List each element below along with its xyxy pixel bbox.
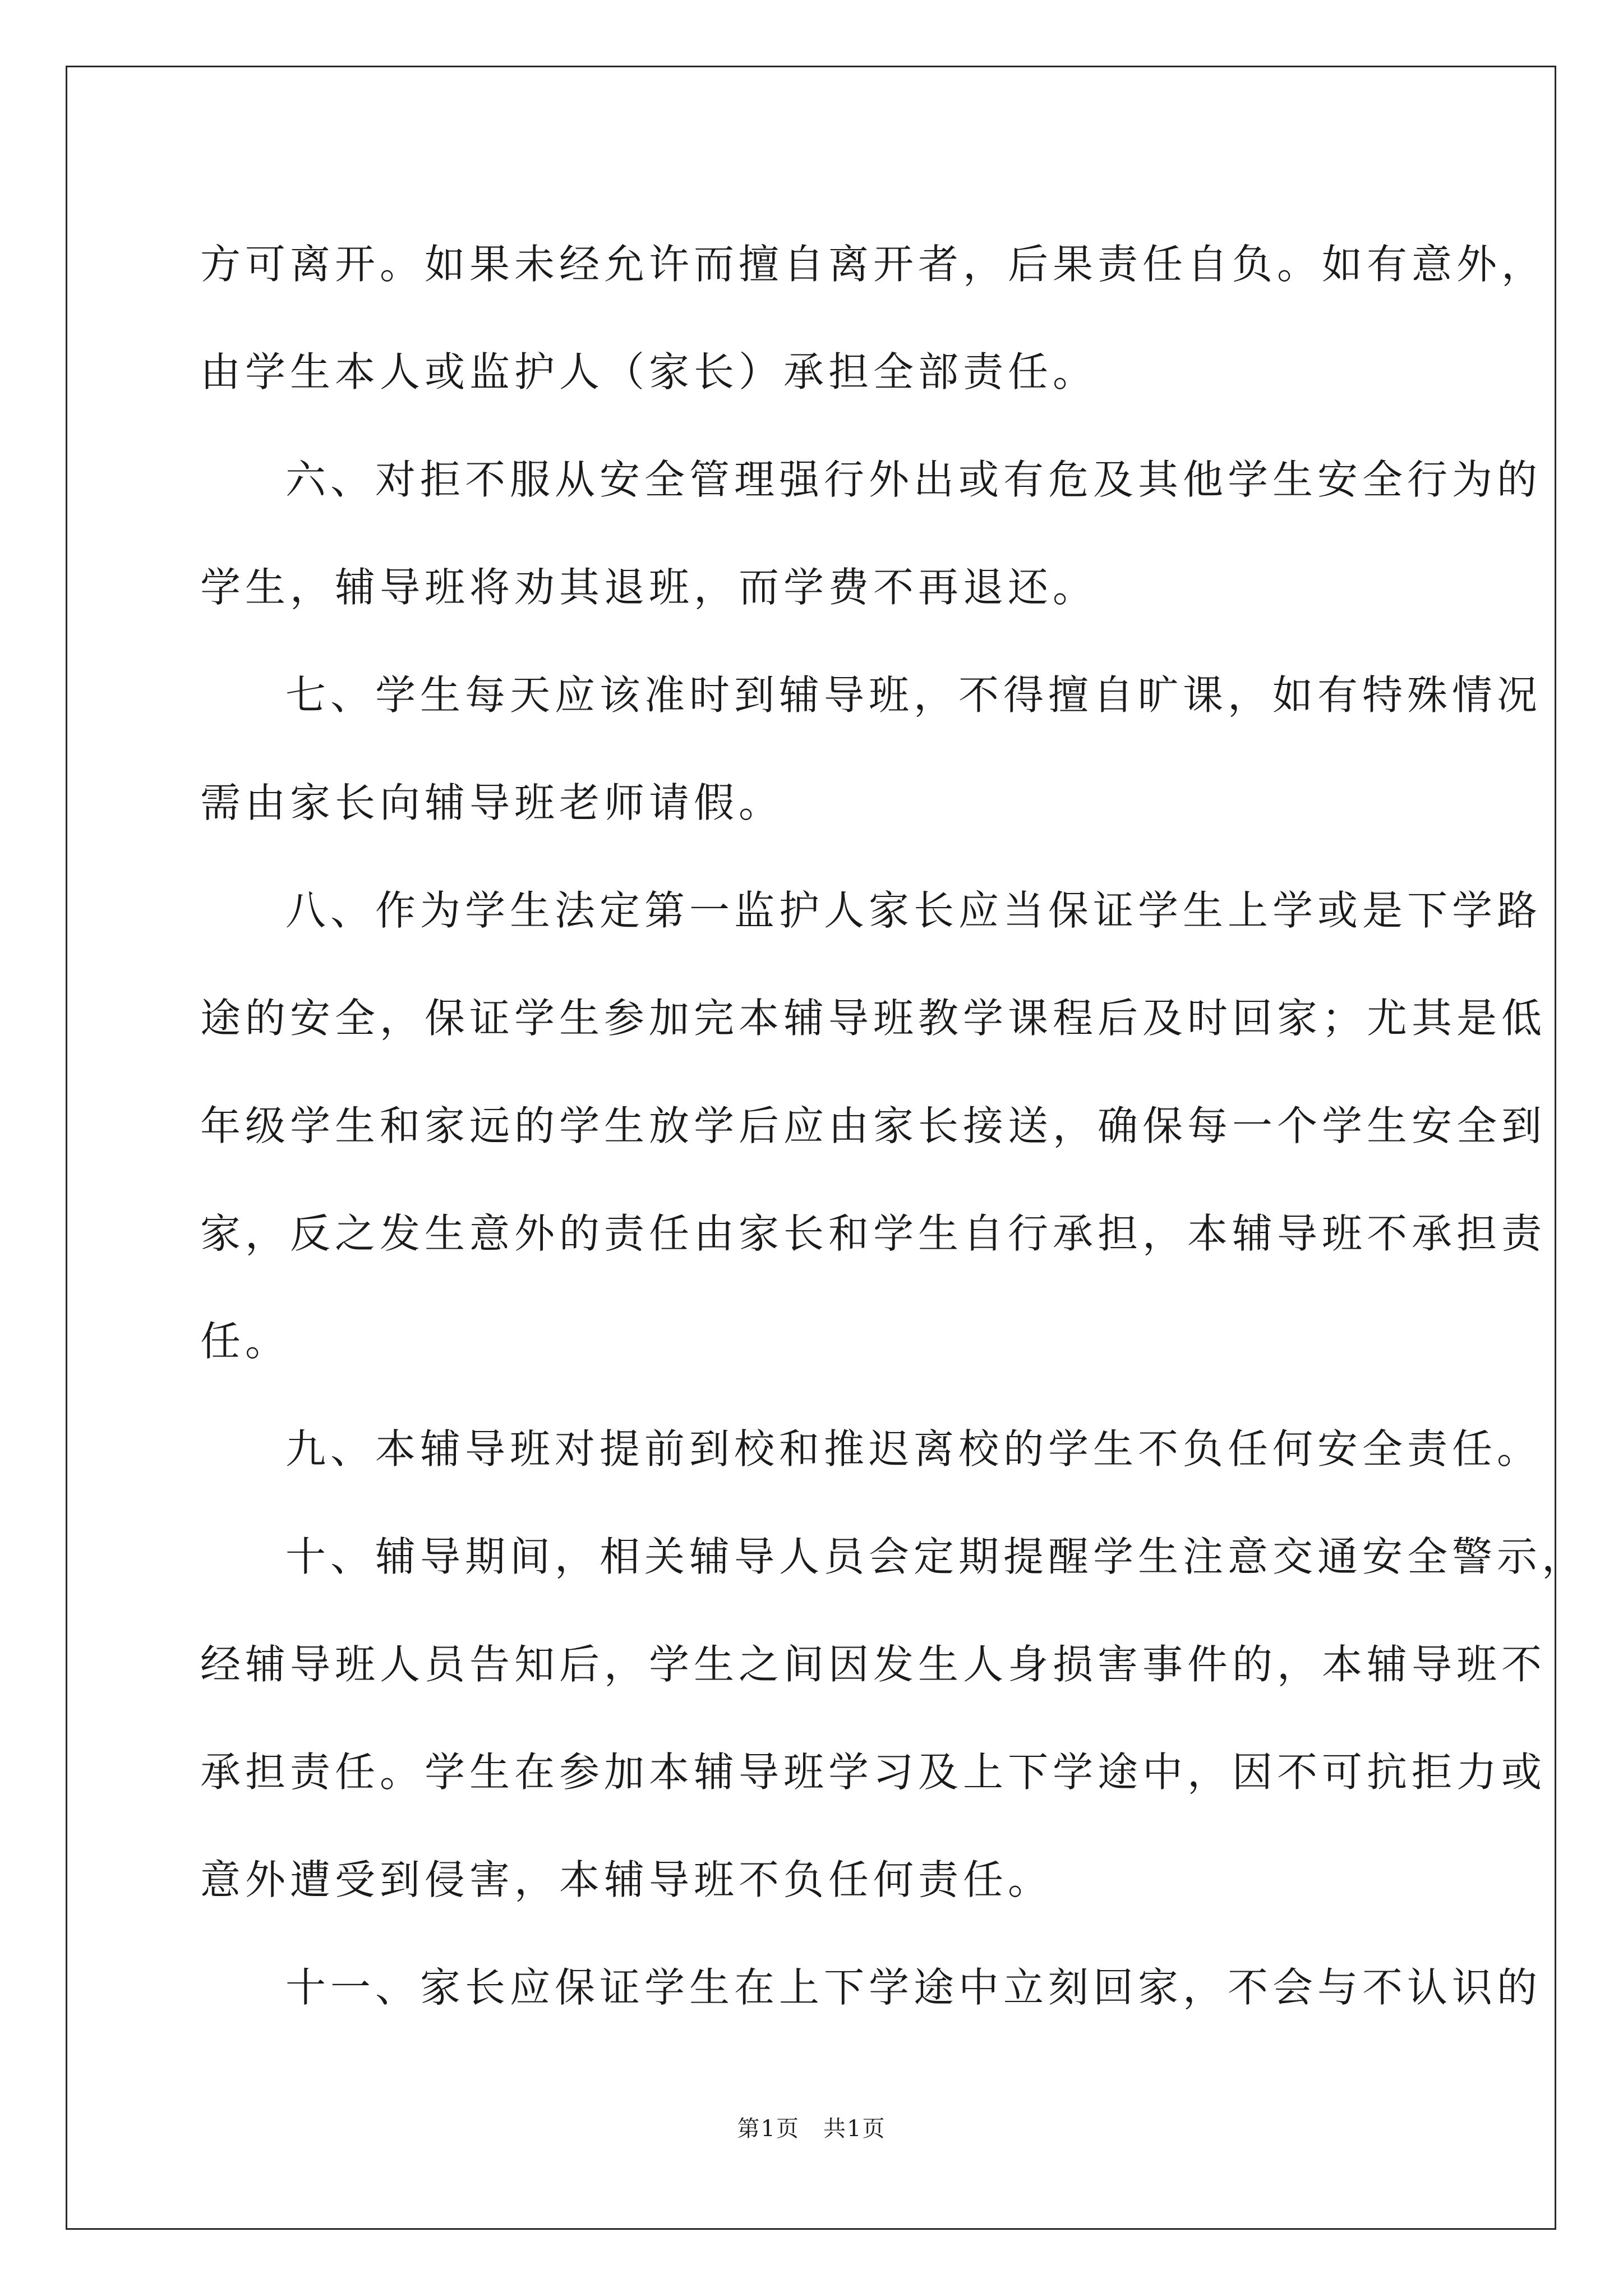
text-line-14: 经辅导班人员告知后，学生之间因发生人身损害事件的，本辅导班不: [200, 1641, 1547, 1688]
text-line-9: 年级学生和家远的学生放学后应由家长接送，确保每一个学生安全到: [200, 1102, 1547, 1149]
text-line-3: 六、对拒不服从安全管理强行外出或有危及其他学生安全行为的: [285, 456, 1542, 503]
text-line-8: 途的安全，保证学生参加完本辅导班教学课程后及时回家；尤其是低: [200, 995, 1547, 1042]
text-line-7: 八、作为学生法定第一监护人家长应当保证学生上学或是下学路: [285, 887, 1542, 934]
text-line-10: 家，反之发生意外的责任由家长和学生自行承担，本辅导班不承担责: [200, 1210, 1547, 1257]
text-line-11: 任。: [200, 1318, 291, 1365]
page-footer: 第1页 共1页: [737, 2116, 886, 2142]
text-line-6: 需由家长向辅导班老师请假。: [200, 779, 784, 826]
text-line-13: 十、辅导期间，相关辅导人员会定期提醒学生注意交通安全警示，: [285, 1533, 1587, 1580]
text-line-4: 学生，辅导班将劝其退班，而学费不再退还。: [200, 564, 1098, 611]
text-line-16: 意外遭受到侵害，本辅导班不负任何责任。: [200, 1856, 1053, 1903]
text-line-2: 由学生本人或监护人（家长）承担全部责任。: [200, 348, 1098, 395]
text-line-12: 九、本辅导班对提前到校和推迟离校的学生不负任何安全责任。: [285, 1425, 1542, 1473]
text-line-17: 十一、家长应保证学生在上下学途中立刻回家，不会与不认识的: [285, 1964, 1542, 2011]
text-line-1: 方可离开。如果未经允许而擅自离开者，后果责任自负。如有意外，: [200, 241, 1547, 288]
text-line-5: 七、学生每天应该准时到辅导班，不得擅自旷课，如有特殊情况: [285, 671, 1542, 719]
document-body: [200, 210, 1587, 2041]
text-line-15: 承担责任。学生在参加本辅导班学习及上下学途中，因不可抗拒力或: [200, 1749, 1547, 1796]
